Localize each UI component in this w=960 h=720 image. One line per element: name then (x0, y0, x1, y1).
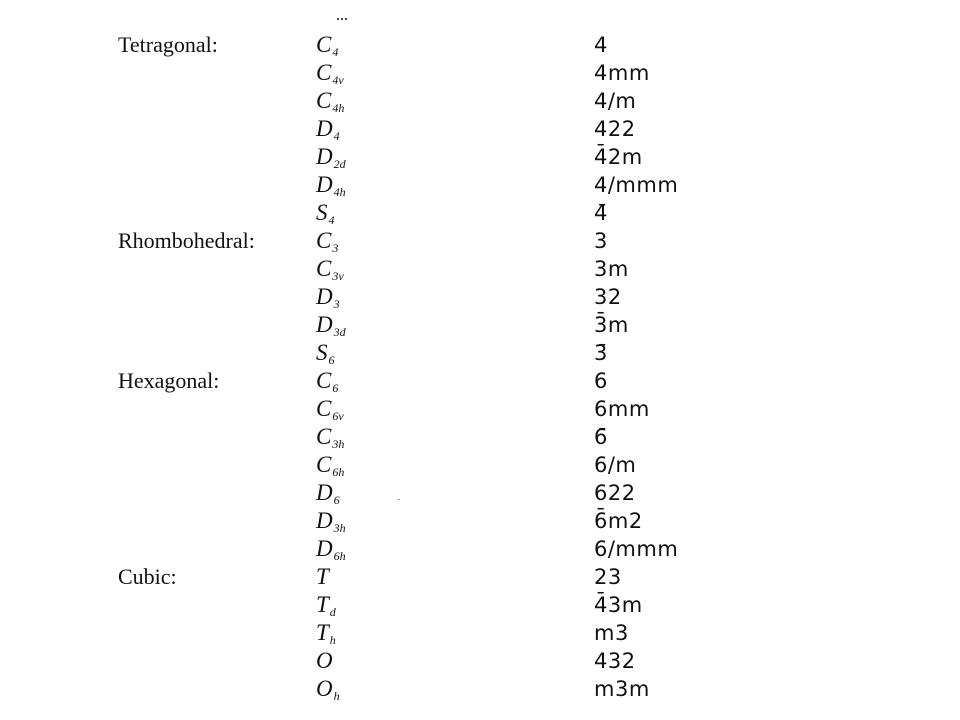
hermann-mauguin-symbol: 3m (594, 257, 629, 281)
table-row (0, 451, 960, 479)
table-row (0, 171, 960, 199)
table-row (0, 339, 960, 367)
crystal-system-label: Hexagonal: (118, 368, 220, 393)
hermann-mauguin-symbol: 3̄ (594, 341, 608, 365)
schoenflies-symbol: $C_{4h}$ (316, 88, 345, 115)
hermann-mauguin-symbol: 6 (594, 369, 608, 393)
schoenflies-symbol: $D_4$ (316, 116, 340, 143)
schoenflies-symbol: $D_{4h}$ (316, 172, 346, 199)
table-row (0, 255, 960, 283)
schoenflies-subscript: 3 (333, 297, 340, 311)
schoenflies-subscript: d (329, 605, 336, 619)
schoenflies-symbol: $C_3$ (316, 228, 339, 255)
schoenflies-subscript: 6h (332, 465, 345, 479)
hermann-mauguin-symbol: 23 (594, 565, 622, 589)
hermann-mauguin-symbol: 6/mmm (594, 537, 679, 561)
schoenflies-subscript: 2d (333, 157, 346, 171)
schoenflies-symbol: $O_h$ (316, 676, 340, 703)
schoenflies-symbol: $C_{3h}$ (316, 424, 345, 451)
schoenflies-symbol: $D_{6h}$ (316, 536, 346, 563)
schoenflies-subscript: 6 (332, 381, 339, 395)
crystal-system-label: Cubic: (118, 564, 177, 589)
hermann-mauguin-symbol: 3 (594, 229, 608, 253)
schoenflies-subscript: 3 (332, 241, 339, 255)
schoenflies-symbol: $S_4$ (316, 200, 335, 227)
table-row (0, 423, 960, 451)
schoenflies-symbol: $D_6$ (316, 480, 340, 507)
schoenflies-subscript: 3v (332, 269, 344, 283)
table-row (0, 283, 960, 311)
schoenflies-symbol: $C_{3v}$ (316, 256, 344, 283)
hermann-mauguin-symbol: 422 (594, 117, 636, 141)
table-row (0, 143, 960, 171)
table-row (0, 675, 960, 703)
schoenflies-subscript: 4 (332, 45, 339, 59)
schoenflies-subscript: 4h (333, 185, 346, 199)
table-row (0, 199, 960, 227)
hermann-mauguin-symbol: 4mm (594, 61, 650, 85)
hermann-mauguin-symbol: 4̄2m (594, 145, 643, 169)
schoenflies-symbol: $D_{2d}$ (316, 144, 346, 171)
hermann-mauguin-symbol: 6/m (594, 453, 637, 477)
schoenflies-subscript: 6v (332, 409, 344, 423)
table-row (0, 507, 960, 535)
hermann-mauguin-symbol: 432 (594, 649, 636, 673)
hermann-mauguin-symbol: 32 (594, 285, 622, 309)
schoenflies-subscript: 6h (333, 549, 346, 563)
schoenflies-symbol: $C_{6h}$ (316, 452, 345, 479)
schoenflies-subscript: h (333, 689, 340, 703)
hermann-mauguin-symbol: 4̄ (594, 201, 608, 225)
table-row (0, 311, 960, 339)
hermann-mauguin-symbol: m3 (594, 621, 629, 645)
schoenflies-symbol: $C_{6v}$ (316, 396, 344, 423)
schoenflies-subscript: 3h (332, 437, 345, 451)
crystal-system-label: Rhombohedral: (118, 228, 255, 253)
schoenflies-subscript: 3h (333, 521, 346, 535)
scan-artifact-mark (337, 18, 347, 23)
table-row (0, 647, 960, 675)
hermann-mauguin-symbol: 6̄m2 (594, 509, 643, 533)
hermann-mauguin-symbol: 4/m (594, 89, 637, 113)
hermann-mauguin-symbol: 6mm (594, 397, 650, 421)
table-row (0, 115, 960, 143)
schoenflies-symbol: $C_6$ (316, 368, 339, 395)
hermann-mauguin-symbol: 6̄ (594, 425, 608, 449)
schoenflies-symbol: $T_d$ (316, 592, 336, 619)
schoenflies-subscript: 3d (333, 325, 346, 339)
schoenflies-symbol: $D_3$ (316, 284, 340, 311)
hermann-mauguin-symbol: 4̄3m (594, 593, 643, 617)
table-row (0, 87, 960, 115)
schoenflies-symbol: $D_{3h}$ (316, 508, 346, 535)
table-row (0, 367, 960, 395)
hermann-mauguin-symbol: 4/mmm (594, 173, 679, 197)
schoenflies-symbol: $C_4$ (316, 32, 339, 59)
table-row (0, 535, 960, 563)
hermann-mauguin-symbol: 622 (594, 481, 636, 505)
table-row (0, 619, 960, 647)
table-row (0, 395, 960, 423)
table-row (0, 479, 960, 507)
schoenflies-symbol: T (316, 564, 329, 589)
schoenflies-symbol: $C_{4v}$ (316, 60, 344, 87)
schoenflies-symbol: O (316, 648, 333, 673)
schoenflies-subscript: 6 (333, 493, 340, 507)
schoenflies-symbol: $T_h$ (316, 620, 336, 647)
table-row (0, 59, 960, 87)
hermann-mauguin-symbol: 3̄m (594, 313, 629, 337)
schoenflies-subscript: 4 (333, 129, 340, 143)
table-row (0, 31, 960, 59)
schoenflies-subscript: 4h (332, 101, 345, 115)
table-row (0, 563, 960, 591)
table-row (0, 591, 960, 619)
table-row (0, 227, 960, 255)
schoenflies-symbol: $S_6$ (316, 340, 335, 367)
schoenflies-subscript: 6 (328, 353, 335, 367)
crystal-system-label: Tetragonal: (118, 32, 218, 57)
hermann-mauguin-symbol: m3m (594, 677, 650, 701)
schoenflies-subscript: 4v (332, 73, 344, 87)
hermann-mauguin-symbol: 4 (594, 33, 608, 57)
schoenflies-subscript: 4 (328, 213, 335, 227)
schoenflies-symbol: $D_{3d}$ (316, 312, 346, 339)
schoenflies-subscript: h (329, 633, 336, 647)
